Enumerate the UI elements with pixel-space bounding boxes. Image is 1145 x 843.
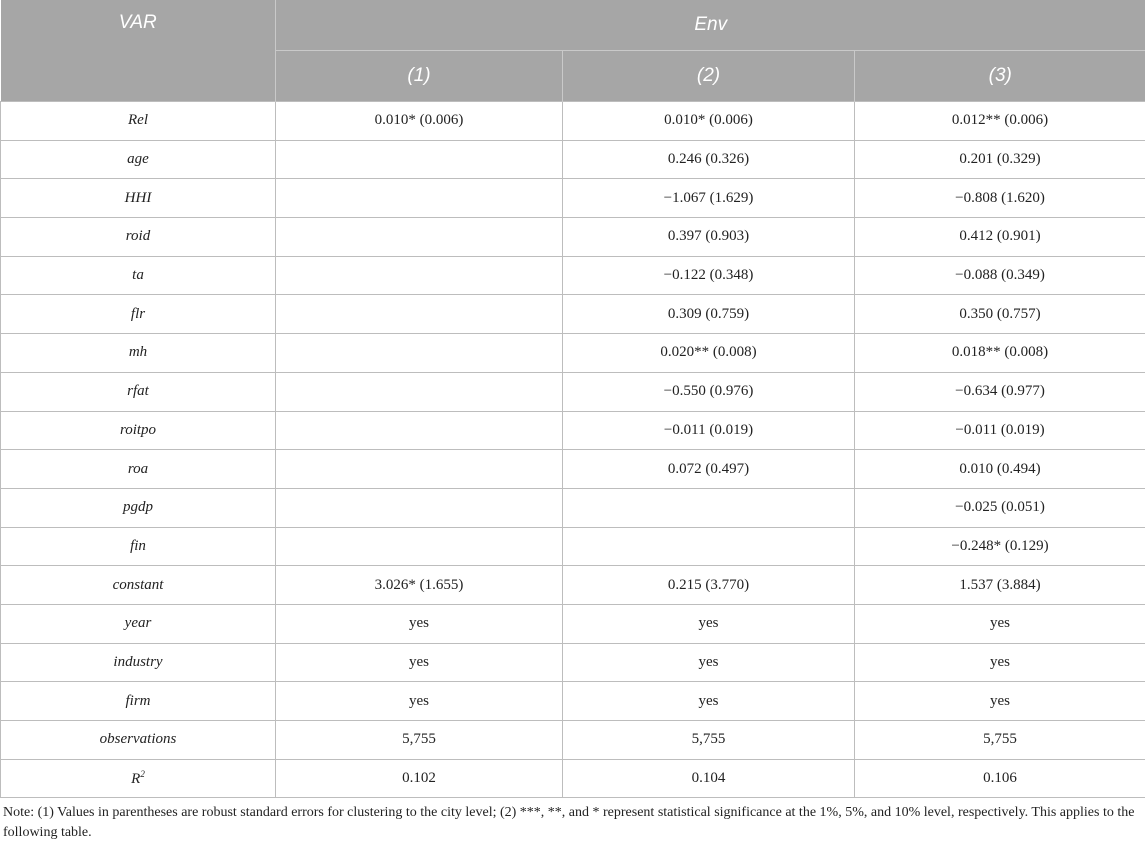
row-label bbox=[1, 295, 276, 334]
row-label bbox=[1, 179, 276, 218]
row-label-text: flr bbox=[131, 306, 145, 322]
table-cell bbox=[276, 218, 563, 257]
table-cell: 5,755 bbox=[276, 721, 563, 760]
table-row bbox=[1, 721, 1145, 760]
table-cell: 0.215 (3.770) bbox=[563, 566, 855, 605]
row-label bbox=[1, 372, 276, 411]
table-cell: 0.246 (0.326) bbox=[563, 140, 855, 179]
table-cell: 0.102 bbox=[276, 759, 563, 798]
row-label bbox=[1, 140, 276, 179]
table-row bbox=[1, 527, 1145, 566]
table-cell: 0.412 (0.901) bbox=[855, 218, 1145, 257]
table-body bbox=[1, 102, 1145, 798]
var-header: VAR bbox=[1, 0, 276, 102]
table-cell: 0.010* (0.006) bbox=[276, 102, 563, 141]
row-label bbox=[1, 218, 276, 257]
column-header-1: (1) bbox=[276, 51, 563, 102]
table-cell: 1.537 (3.884) bbox=[855, 566, 1145, 605]
table-row bbox=[1, 411, 1145, 450]
row-label bbox=[1, 682, 276, 721]
table-cell: yes bbox=[563, 682, 855, 721]
row-label-text: R bbox=[131, 771, 140, 787]
table-cell bbox=[276, 411, 563, 450]
table-cell: −0.122 (0.348) bbox=[563, 256, 855, 295]
row-label-text: mh bbox=[129, 344, 147, 360]
table-cell: yes bbox=[855, 682, 1145, 721]
table-cell: −0.088 (0.349) bbox=[855, 256, 1145, 295]
table-cell bbox=[563, 488, 855, 527]
row-label-text: roitpo bbox=[120, 422, 156, 438]
header-row-1 bbox=[1, 0, 1145, 51]
table-cell: yes bbox=[563, 643, 855, 682]
table-row bbox=[1, 256, 1145, 295]
table-cell: yes bbox=[563, 604, 855, 643]
table-cell: 0.010* (0.006) bbox=[563, 102, 855, 141]
row-label-text: pgdp bbox=[123, 499, 153, 515]
table-row bbox=[1, 682, 1145, 721]
row-label bbox=[1, 411, 276, 450]
table-cell bbox=[276, 372, 563, 411]
row-label bbox=[1, 102, 276, 141]
table-row bbox=[1, 372, 1145, 411]
row-label-text: rfat bbox=[127, 383, 149, 399]
row-label-text: industry bbox=[113, 654, 162, 670]
row-label-text: Rel bbox=[128, 112, 148, 128]
table-row bbox=[1, 759, 1145, 798]
row-label-text: age bbox=[127, 151, 149, 167]
table-cell: 0.201 (0.329) bbox=[855, 140, 1145, 179]
env-group-header: Env bbox=[276, 0, 1145, 51]
table-cell: −0.011 (0.019) bbox=[563, 411, 855, 450]
row-label bbox=[1, 566, 276, 605]
table-cell bbox=[276, 256, 563, 295]
row-label-text: year bbox=[125, 615, 152, 631]
table-cell bbox=[276, 295, 563, 334]
table-row bbox=[1, 334, 1145, 373]
row-label-text: HHI bbox=[125, 190, 152, 206]
table-cell bbox=[276, 179, 563, 218]
row-label-text: observations bbox=[100, 731, 177, 747]
table-cell: −0.011 (0.019) bbox=[855, 411, 1145, 450]
table-cell: 5,755 bbox=[563, 721, 855, 760]
row-label-text: fin bbox=[130, 538, 146, 554]
table-cell: −1.067 (1.629) bbox=[563, 179, 855, 218]
table-cell: −0.550 (0.976) bbox=[563, 372, 855, 411]
table-cell: −0.634 (0.977) bbox=[855, 372, 1145, 411]
table-row bbox=[1, 218, 1145, 257]
table-cell: 0.012** (0.006) bbox=[855, 102, 1145, 141]
table-note: Note: (1) Values in parentheses are robust standard errors for clustering to the city level; (2) ***, **, and * represent statistical significance at the 1%, 5%, and 10% level, respectively. This applies to the following table. bbox=[0, 798, 1145, 843]
row-label-text: firm bbox=[125, 693, 150, 709]
row-label bbox=[1, 450, 276, 489]
table-cell: 0.020** (0.008) bbox=[563, 334, 855, 373]
table-row bbox=[1, 140, 1145, 179]
table-cell: 5,755 bbox=[855, 721, 1145, 760]
row-label-text: constant bbox=[113, 577, 164, 593]
table-cell: 0.106 bbox=[855, 759, 1145, 798]
row-label bbox=[1, 334, 276, 373]
table-cell: 0.018** (0.008) bbox=[855, 334, 1145, 373]
row-label-text: roid bbox=[126, 228, 150, 244]
table-cell: −0.025 (0.051) bbox=[855, 488, 1145, 527]
row-label-text: ta bbox=[132, 267, 144, 283]
row-label-superscript: 2 bbox=[140, 769, 145, 779]
table-row bbox=[1, 295, 1145, 334]
row-label bbox=[1, 643, 276, 682]
table-cell: yes bbox=[276, 643, 563, 682]
table-cell: yes bbox=[855, 604, 1145, 643]
table-cell bbox=[276, 450, 563, 489]
table-row bbox=[1, 566, 1145, 605]
column-header-3: (3) bbox=[855, 51, 1145, 102]
table-cell: 0.397 (0.903) bbox=[563, 218, 855, 257]
table-cell bbox=[276, 488, 563, 527]
table-cell bbox=[276, 140, 563, 179]
table-cell: yes bbox=[855, 643, 1145, 682]
table-cell: 0.350 (0.757) bbox=[855, 295, 1145, 334]
row-label-text: roa bbox=[128, 461, 148, 477]
row-label bbox=[1, 488, 276, 527]
table-cell: yes bbox=[276, 682, 563, 721]
table-row bbox=[1, 450, 1145, 489]
table-cell: 0.010 (0.494) bbox=[855, 450, 1145, 489]
table-cell: 0.072 (0.497) bbox=[563, 450, 855, 489]
row-label bbox=[1, 759, 276, 798]
table-cell bbox=[563, 527, 855, 566]
row-label bbox=[1, 256, 276, 295]
table-cell: −0.808 (1.620) bbox=[855, 179, 1145, 218]
table-cell: 0.104 bbox=[563, 759, 855, 798]
table-row bbox=[1, 488, 1145, 527]
table-cell bbox=[276, 527, 563, 566]
row-label bbox=[1, 604, 276, 643]
table-row bbox=[1, 604, 1145, 643]
table-cell bbox=[276, 334, 563, 373]
table-cell: 0.309 (0.759) bbox=[563, 295, 855, 334]
row-label bbox=[1, 721, 276, 760]
table-cell: yes bbox=[276, 604, 563, 643]
table-row bbox=[1, 643, 1145, 682]
table-cell: 3.026* (1.655) bbox=[276, 566, 563, 605]
table-row bbox=[1, 179, 1145, 218]
row-label bbox=[1, 527, 276, 566]
table-row bbox=[1, 102, 1145, 141]
table-cell: −0.248* (0.129) bbox=[855, 527, 1145, 566]
column-header-2: (2) bbox=[563, 51, 855, 102]
